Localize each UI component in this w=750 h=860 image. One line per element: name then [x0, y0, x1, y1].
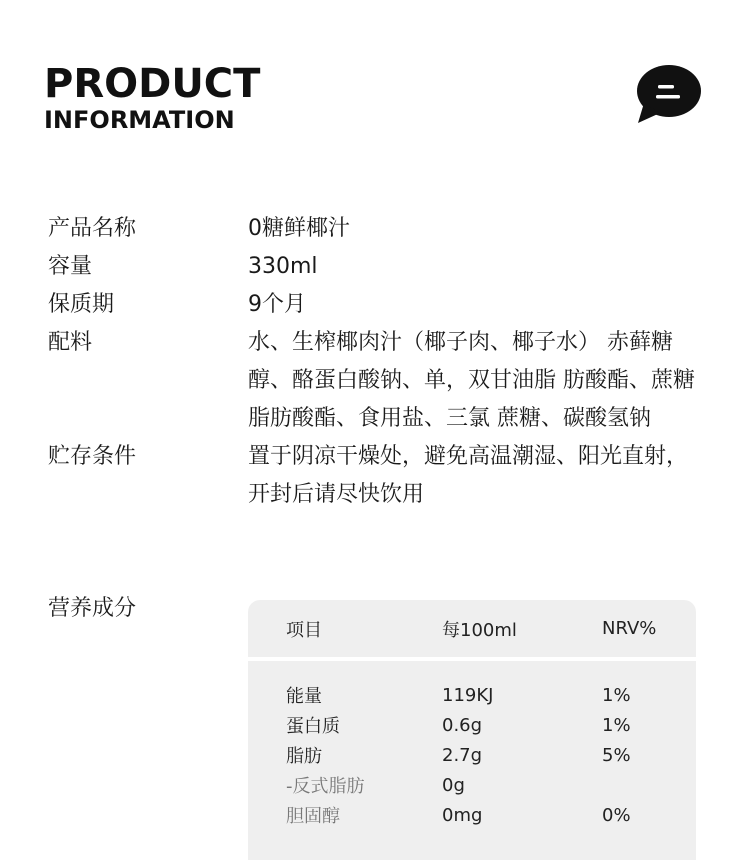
cell-nrv: 1% — [602, 684, 631, 706]
cell-nrv: 0% — [602, 804, 631, 826]
cell-item: 能量 — [286, 686, 322, 707]
cell-nrv: 5% — [602, 744, 631, 766]
header-per100: 每100ml — [442, 619, 517, 641]
nutrition-table-header — [248, 600, 696, 661]
cell-per100: 0.6g — [442, 714, 483, 736]
table-row — [248, 770, 696, 800]
info-label: 保质期 — [48, 292, 115, 317]
chat-bubble-icon — [634, 63, 702, 127]
cell-item: 胆固醇 — [286, 806, 340, 827]
cell-per100: 2.7g — [442, 744, 483, 766]
info-row-ingredients — [48, 324, 708, 438]
cell-nrv: 1% — [602, 714, 631, 736]
info-label: 贮存条件 — [48, 444, 137, 469]
info-label: 产品名称 — [48, 216, 137, 241]
info-row-name — [48, 210, 708, 248]
info-row-volume — [48, 248, 708, 286]
info-value: 330ml — [248, 254, 318, 279]
table-row — [248, 710, 696, 740]
info-row-shelf-life — [48, 286, 708, 324]
info-value: 水、生榨椰肉汁（椰子肉、椰子水） 赤藓糖醇、酪蛋白酸钠、单，双甘油脂 肪酸酯、蔗糖脂肪酸酯、食用盐、三氯 蔗糖、碳酸氢钠 — [248, 330, 695, 431]
cell-item: 蛋白质 — [286, 716, 340, 737]
table-row — [248, 740, 696, 770]
table-row — [248, 800, 696, 830]
info-label: 配料 — [48, 330, 93, 355]
title-information: INFORMATION — [44, 106, 235, 134]
cell-item: -反式脂肪 — [286, 776, 365, 797]
table-row — [248, 680, 696, 710]
info-value: 9个月 — [248, 292, 306, 317]
cell-per100: 0g — [442, 774, 465, 796]
cell-per100: 119KJ — [442, 684, 494, 706]
info-row-storage — [48, 438, 708, 514]
nutrition-table-body — [248, 661, 696, 830]
info-value: 置于阴凉干燥处，避免高温潮湿、阳光直射，开封后请尽快饮用 — [248, 444, 689, 507]
cell-item: 脂肪 — [286, 746, 322, 767]
cell-per100: 0mg — [442, 804, 483, 826]
info-label: 容量 — [48, 254, 93, 279]
header-nrv: NRV% — [602, 618, 657, 639]
product-info-list — [48, 210, 708, 514]
info-value: 0糖鲜椰汁 — [248, 216, 350, 241]
header-item: 项目 — [286, 619, 322, 641]
nutrition-label: 营养成分 — [48, 596, 137, 621]
title-product: PRODUCT — [44, 61, 261, 107]
nutrition-table — [248, 600, 696, 860]
